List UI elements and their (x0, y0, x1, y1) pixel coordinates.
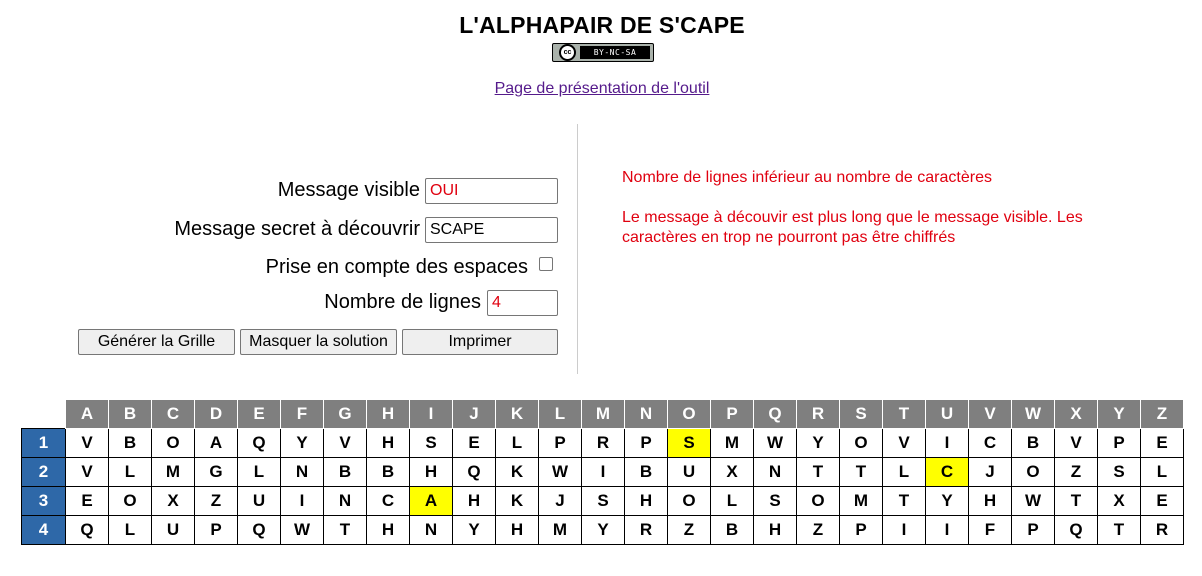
grid-column-header: G (324, 400, 367, 429)
grid-column-header: Z (1141, 400, 1184, 429)
grid-column-header: X (1055, 400, 1098, 429)
grid-cell: S (1098, 458, 1141, 487)
grid-row (22, 458, 1184, 487)
grid-cell: T (1098, 516, 1141, 545)
grid-cell: V (883, 429, 926, 458)
grid-cell: T (797, 458, 840, 487)
grid-row (22, 487, 1184, 516)
grid-cell: B (367, 458, 410, 487)
grid-cell: H (410, 458, 453, 487)
grid-cell: B (711, 516, 754, 545)
grid-cell: O (152, 429, 195, 458)
grid-cell: R (582, 429, 625, 458)
grid-column-header: B (109, 400, 152, 429)
grid-cell: Y (797, 429, 840, 458)
grid-cell: X (152, 487, 195, 516)
grid-row (22, 429, 1184, 458)
print-button[interactable]: Imprimer (402, 329, 558, 355)
grid-cell: F (969, 516, 1012, 545)
grid-column-header: R (797, 400, 840, 429)
grid-cell: A (195, 429, 238, 458)
page-title: L'ALPHAPAIR DE S'CAPE (459, 12, 745, 38)
grid-cell: K (496, 487, 539, 516)
grid-cell: P (840, 516, 883, 545)
grid-cell: M (539, 516, 582, 545)
grid-column-header: C (152, 400, 195, 429)
visible-message-label: Message visible (277, 179, 420, 201)
grid-row-header: 1 (22, 429, 66, 458)
grid-column-header: K (496, 400, 539, 429)
grid-cell: U (152, 516, 195, 545)
secret-message-label: Message secret à découvrir (174, 218, 420, 240)
grid-cell: M (840, 487, 883, 516)
grid-cell: S (754, 487, 797, 516)
grid-cell: T (324, 516, 367, 545)
error-length-message: Le message à découvir est plus long que le message visible. Les caractères en trop ne pourront pas être chiffrés (622, 209, 1083, 246)
grid-column-header: P (711, 400, 754, 429)
grid-cell: Y (926, 487, 969, 516)
grid-cell: P (539, 429, 582, 458)
grid-cell: V (324, 429, 367, 458)
grid-cell: W (539, 458, 582, 487)
grid-cell: Q (238, 429, 281, 458)
grid-row-header: 2 (22, 458, 66, 487)
grid-cell: T (840, 458, 883, 487)
grid-cell: C (969, 429, 1012, 458)
grid-cell: N (324, 487, 367, 516)
grid-cell: Z (668, 516, 711, 545)
lines-input[interactable] (487, 290, 558, 316)
grid-cell: P (195, 516, 238, 545)
grid-cell: Z (797, 516, 840, 545)
grid-cell: Y (582, 516, 625, 545)
lines-label: Nombre de lignes (324, 291, 481, 313)
grid-cell: O (109, 487, 152, 516)
visible-message-input[interactable] (425, 178, 558, 204)
grid-column-header: M (582, 400, 625, 429)
cipher-grid (21, 399, 1184, 545)
grid-cell: A (410, 487, 453, 516)
grid-cell: E (1141, 429, 1184, 458)
grid-header-row (22, 400, 1184, 429)
grid-cell: N (281, 458, 324, 487)
spaces-checkbox[interactable] (539, 257, 553, 271)
grid-cell: I (883, 516, 926, 545)
grid-cell: H (453, 487, 496, 516)
grid-cell: O (1012, 458, 1055, 487)
grid-column-header: T (883, 400, 926, 429)
grid-cell: O (840, 429, 883, 458)
presentation-link-wrapper (0, 80, 1202, 98)
grid-cell: B (324, 458, 367, 487)
grid-cell: O (668, 487, 711, 516)
grid-cell: L (883, 458, 926, 487)
grid-cell: G (195, 458, 238, 487)
grid-column-header: S (840, 400, 883, 429)
grid-cell: B (1012, 429, 1055, 458)
grid-cell: Q (453, 458, 496, 487)
grid-cell: H (969, 487, 1012, 516)
grid-cell: Z (195, 487, 238, 516)
grid-cell: L (109, 458, 152, 487)
grid-column-header: I (410, 400, 453, 429)
grid-cell: P (625, 429, 668, 458)
grid-cell: X (711, 458, 754, 487)
grid-cell: L (109, 516, 152, 545)
grid-cell: L (1141, 458, 1184, 487)
grid-cell: S (668, 429, 711, 458)
grid-cell: M (711, 429, 754, 458)
grid-cell: S (410, 429, 453, 458)
grid-cell: C (367, 487, 410, 516)
grid-cell: P (1012, 516, 1055, 545)
grid-cell: I (926, 429, 969, 458)
grid-cell: R (1141, 516, 1184, 545)
cc-icon: cc (559, 44, 576, 61)
grid-column-header: J (453, 400, 496, 429)
grid-cell: P (1098, 429, 1141, 458)
grid-column-header: A (66, 400, 109, 429)
grid-cell: R (625, 516, 668, 545)
grid-column-header: E (238, 400, 281, 429)
generate-grid-button[interactable]: Générer la Grille (78, 329, 235, 355)
secret-message-input[interactable] (425, 217, 558, 243)
grid-cell: N (410, 516, 453, 545)
grid-cell: N (754, 458, 797, 487)
grid-cell: W (281, 516, 324, 545)
grid-cell: I (281, 487, 324, 516)
grid-cell: U (668, 458, 711, 487)
grid-cell: U (238, 487, 281, 516)
grid-cell: V (66, 458, 109, 487)
grid-cell: V (1055, 429, 1098, 458)
grid-cell: Q (1055, 516, 1098, 545)
grid-cell: X (1098, 487, 1141, 516)
grid-cell: Y (453, 516, 496, 545)
grid-cell: J (969, 458, 1012, 487)
grid-cell: B (625, 458, 668, 487)
grid-column-header: H (367, 400, 410, 429)
grid-cell: I (926, 516, 969, 545)
grid-cell: K (496, 458, 539, 487)
grid-row-header: 3 (22, 487, 66, 516)
grid-cell: L (496, 429, 539, 458)
grid-body (22, 429, 1184, 545)
grid-column-header: N (625, 400, 668, 429)
grid-cell: H (367, 429, 410, 458)
grid-cell: O (797, 487, 840, 516)
grid-corner (22, 400, 66, 429)
grid-row-header: 4 (22, 516, 66, 545)
grid-cell: J (539, 487, 582, 516)
grid-cell: E (66, 487, 109, 516)
grid-cell: B (109, 429, 152, 458)
grid-cell: Q (238, 516, 281, 545)
grid-cell: L (238, 458, 281, 487)
grid-cell: E (453, 429, 496, 458)
grid-cell: Y (281, 429, 324, 458)
presentation-link[interactable]: Page de présentation de l'outil (494, 80, 710, 97)
hide-solution-button[interactable]: Masquer la solution (240, 329, 397, 355)
grid-column-header: D (195, 400, 238, 429)
grid-cell: H (367, 516, 410, 545)
grid-row (22, 516, 1184, 545)
grid-cell: L (711, 487, 754, 516)
grid-column-header: O (668, 400, 711, 429)
vertical-divider (577, 124, 578, 374)
grid-cell: T (1055, 487, 1098, 516)
grid-cell: T (883, 487, 926, 516)
grid-cell: Q (66, 516, 109, 545)
grid-cell: H (625, 487, 668, 516)
grid-column-header: Y (1098, 400, 1141, 429)
grid-cell: H (754, 516, 797, 545)
grid-cell: Z (1055, 458, 1098, 487)
grid-column-header: Q (754, 400, 797, 429)
license-badge[interactable] (552, 43, 654, 62)
grid-column-header: F (281, 400, 324, 429)
grid-cell: V (66, 429, 109, 458)
error-lines-message: Nombre de lignes inférieur au nombre de caractères (622, 169, 992, 186)
grid-cell: S (582, 487, 625, 516)
grid-column-header: V (969, 400, 1012, 429)
license-badge-label: BY-NC-SA (580, 46, 650, 59)
grid-cell: E (1141, 487, 1184, 516)
grid-cell: W (754, 429, 797, 458)
grid-cell: C (926, 458, 969, 487)
grid-cell: W (1012, 487, 1055, 516)
grid-cell: H (496, 516, 539, 545)
error-messages (622, 168, 1142, 268)
grid-cell: I (582, 458, 625, 487)
grid-column-header: U (926, 400, 969, 429)
grid-column-header: L (539, 400, 582, 429)
grid-cell: M (152, 458, 195, 487)
grid-column-header: W (1012, 400, 1055, 429)
spaces-label: Prise en compte des espaces (265, 256, 528, 278)
